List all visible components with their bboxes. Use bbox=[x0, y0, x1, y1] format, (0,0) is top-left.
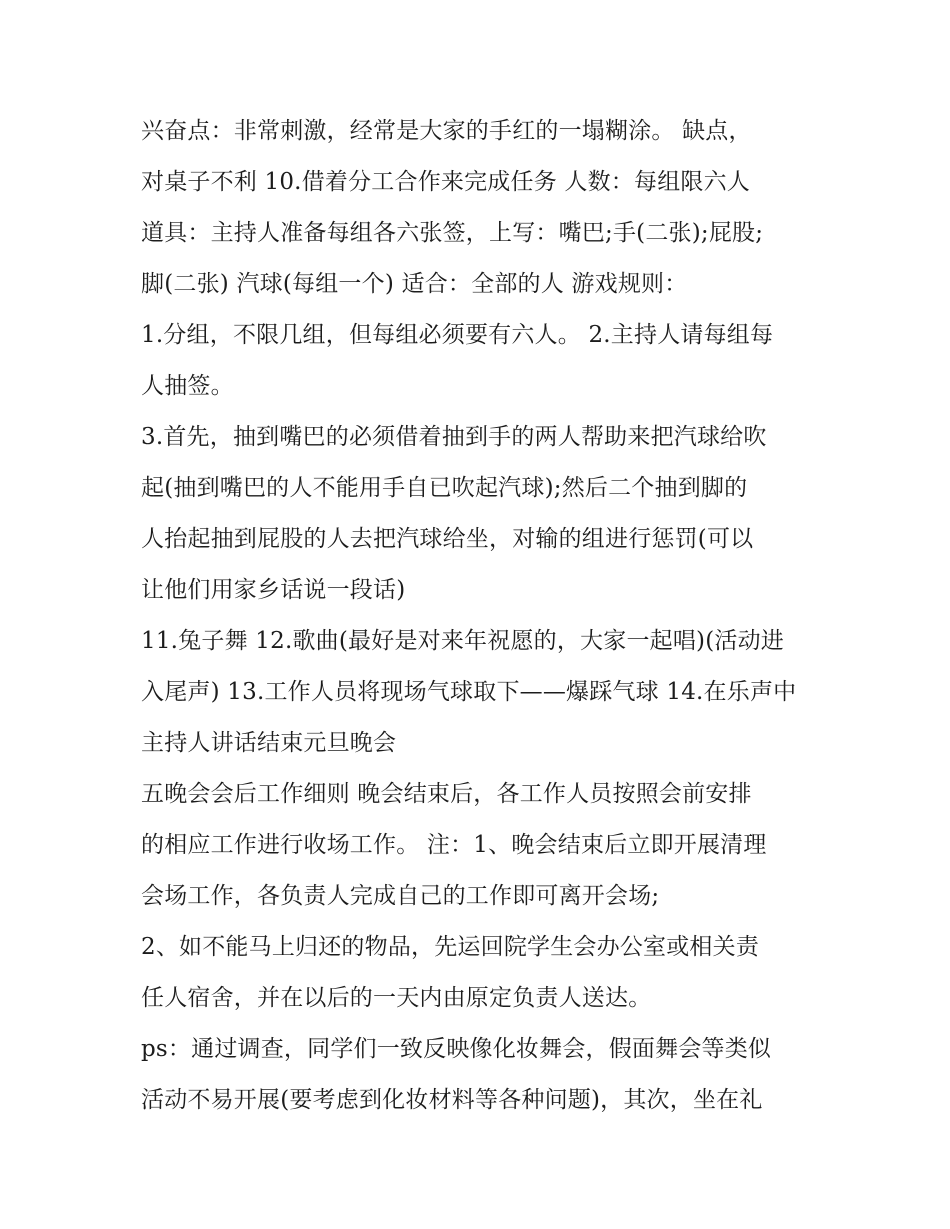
text-line: 入尾声) 13.工作人员将现场气球取下——爆踩气球 14.在乐声中 bbox=[141, 679, 797, 705]
text-line: 会场工作，各负责人完成自己的工作即可离开会场; bbox=[141, 883, 660, 909]
text-line: 起(抽到嘴巴的人不能用手自已吹起汽球);然后二个抽到脚的 bbox=[141, 475, 748, 501]
text-line: 脚(二张) 汽球(每组一个) 适合：全部的人 游戏规则： bbox=[141, 271, 688, 297]
text-line: 道具：主持人准备每组各六张签，上写：嘴巴;手(二张);屁股; bbox=[141, 220, 764, 246]
text-line: 对桌子不利 10.借着分工合作来完成任务 人数：每组限六人 bbox=[141, 169, 750, 195]
text-line: 2、如不能马上归还的物品，先运回院学生会办公室或相关责 bbox=[141, 934, 760, 960]
document-body bbox=[141, 106, 813, 1126]
text-line: 3.首先，抽到嘴巴的必须借着抽到手的两人帮助来把汽球给吹 bbox=[141, 424, 767, 450]
text-line: 的相应工作进行收场工作。 注：1、晚会结束后立即开展清理 bbox=[141, 832, 767, 858]
text-line: 五晚会会后工作细则 晚会结束后，各工作人员按照会前安排 bbox=[141, 781, 752, 807]
text-line: 任人宿舍，并在以后的一天内由原定负责人送达。 bbox=[141, 985, 652, 1011]
text-line: 1.分组，不限几组，但每组必须要有六人。 2.主持人请每组每 bbox=[141, 322, 774, 348]
text-line: 11.兔子舞 12.歌曲(最好是对来年祝愿的，大家一起唱)(活动进 bbox=[141, 628, 784, 654]
text-line: 人抬起抽到屁股的人去把汽球给坐，对输的组进行惩罚(可以 bbox=[141, 526, 754, 552]
text-line: 活动不易开展(要考虑到化妆材料等各种问题)，其次，坐在礼 bbox=[141, 1087, 763, 1113]
text-line: 人抽签。 bbox=[141, 373, 234, 399]
text-line: 主持人讲话结束元旦晚会 bbox=[141, 730, 397, 756]
text-line: 让他们用家乡话说一段话) bbox=[141, 577, 406, 603]
text-line: ps：通过调查，同学们一致反映像化妆舞会，假面舞会等类似 bbox=[141, 1036, 772, 1062]
text-line: 兴奋点：非常刺激，经常是大家的手红的一塌糊涂。 缺点， bbox=[141, 118, 752, 144]
